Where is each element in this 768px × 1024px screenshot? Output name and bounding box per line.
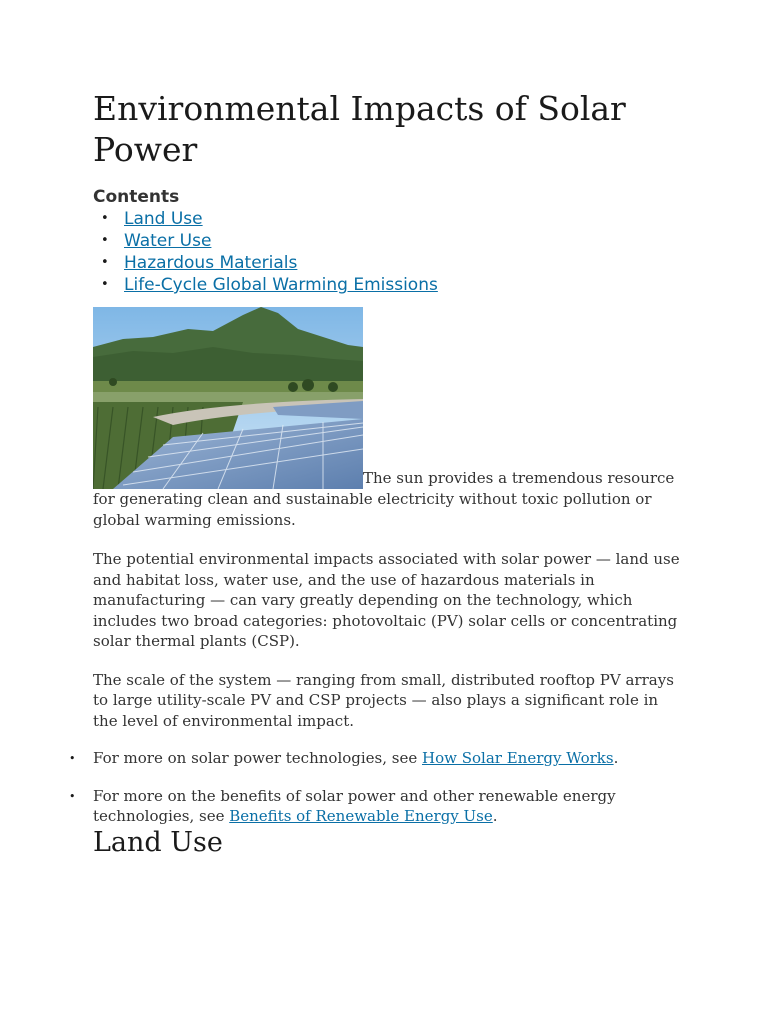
section-heading-land-use: Land Use [93,826,223,858]
further-reading-item [69,748,683,769]
further-reading-suffix: . [492,807,498,825]
bullet-icon: • [69,789,76,803]
bullet-icon: • [101,211,109,226]
link-benefits-of-renewable-energy[interactable]: Benefits of Renewable Energy Use [229,807,493,825]
toc-item-life-cycle-emissions [93,274,683,296]
toc-link-life-cycle-emissions[interactable]: Life-Cycle Global Warming Emissions [124,275,438,295]
toc-link-land-use[interactable]: Land Use [124,209,203,229]
contents-heading: Contents [93,187,180,207]
bullet-icon: • [101,233,109,248]
bullet-icon: • [101,255,109,270]
further-reading-item [69,786,683,827]
further-reading-prefix: For more on the benefits of solar power and other renewable energy technologies, see [93,786,616,825]
further-reading-prefix: For more on solar power technologies, see [93,749,422,767]
impacts-paragraph: The potential environmental impacts associated with solar power — land use and habitat loss, water use, and the use of hazardous materials in manufacturing — can vary greatly depending on the technology, which includes two broad categories: photovoltaic (PV) solar cells or concentrating solar thermal plants (CSP). [93,550,680,650]
further-reading-list [69,748,683,827]
toc-link-hazardous-materials[interactable]: Hazardous Materials [124,253,298,273]
toc-item-hazardous-materials [93,252,683,274]
article [69,88,683,859]
further-reading-suffix: . [613,749,619,767]
scale-paragraph: The scale of the system — ranging from small, distributed rooftop PV arrays to large utility-scale PV and CSP projects — also plays a significant role in the level of environmental impact. [93,670,674,730]
toc-item-land-use [93,208,683,230]
bullet-icon: • [101,277,109,292]
bullet-icon: • [69,752,76,765]
intro-text: The sun provides a tremendous resource for generating clean and sustainable electricity without toxic pollution or global warming emissions. [93,469,675,529]
table-of-contents [93,208,683,296]
intro-block [93,307,683,531]
toc-item-water-use [93,230,683,252]
solar-farm-photo [93,307,363,489]
toc-link-water-use[interactable]: Water Use [124,231,212,251]
link-how-solar-energy-works[interactable]: How Solar Energy Works [422,749,614,767]
article-title: Environmental Impacts of Solar Power [93,89,626,169]
